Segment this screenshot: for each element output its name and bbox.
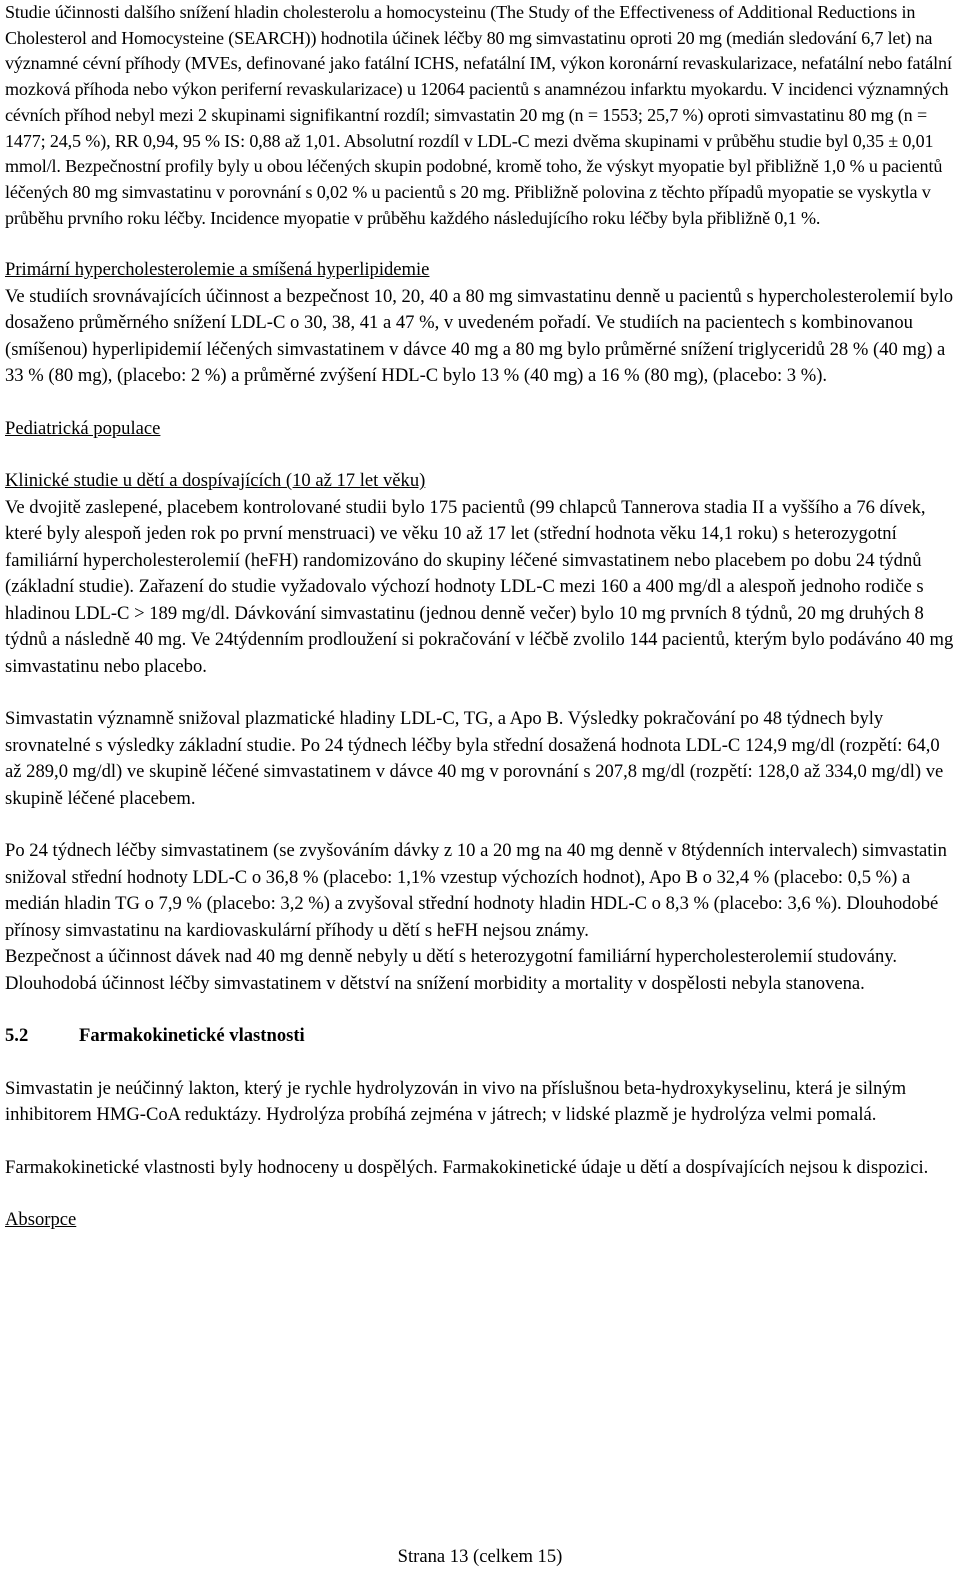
clinical-studies-heading: Klinické studie u dětí a dospívajících (10 až 17 let věku)	[5, 470, 426, 492]
clinical-studies-paragraph: Ve dvojitě zaslepené, placebem kontrolované studii bylo 175 pacientů (99 chlapců Tannerova stadia II a vyššího a 76 dívek, které byly alespoň jeden rok po první menstruaci) ve věku 10 až 17 let (střední hodnota věku 14,1 roku) s heterozygotní familiární hypercholesterolemií (heFH) randomizováno do skupiny léčené simvastatinem nebo placebem po dobu 24 týdnů (základní studie). Zařazení do studie vyžadovalo výchozí hodnoty LDL-C mezi 160 a 400 mg/dl a alespoň jednoho rodiče s hladinou LDL-C > 189 mg/dl. Dávkování simvastatinu (jednou denně večer) bylo 10 mg prvních 8 týdnů, 20 mg druhých 8 týdnů a následně 40 mg. Ve 24týdenním prodloužení si pokračování v léčbě zvolilo 144 pacientů, kterým bylo podáváno 40 mg simvastatinu nebo placebo.	[5, 496, 954, 677]
search-study-paragraph: Studie účinnosti dalšího snížení hladin cholesterolu a homocysteinu (The Study of the Effectiveness of Additional Reductions in Cholesterol and Homocysteine (SEARCH)) hodnotila účinek léčby 80 mg simvastatinu oproti 20 mg (medián sledování 6,7 let) na významné cévní příhody (MVEs, definované jako fatální ICHS, nefatální IM, výkon koronární revaskularizace, nefatální nebo fatální mozková příhoda nebo výkon periferní revaskularizace) u 12064 pacientů s anamnézou infarktu myokardu. V incidenci významných cévních příhod nebyl mezi 2 skupinami signifikantní rozdíl; simvastatin 20 mg (n = 1553; 25,7 %) oproti simvastatinu 80 mg (n = 1477; 24,5 %), RR 0,94, 95 % IS: 0,88 až 1,01. Absolutní rozdíl v LDL-C mezi dvěma skupinami v průběhu studie byl 0,35 ± 0,01 mmol/l. Bezpečnostní profily byly u obou léčených skupin podobné, kromě toho, že výskyt myopatie byl přibližně 1,0 % u pacientů léčených 80 mg simvastatinu v porovnání s 0,02 % u pacientů s 20 mg. Přibližně polovina z těchto případů myopatie se vyskytla v průběhu prvního roku léčby. Incidence myopatie v průběhu každého následujícího roku léčby byla přibližně 0,1 %.	[5, 2, 952, 228]
pharmacokinetics-paragraph-1: Simvastatin je neúčinný lakton, který je rychle hydrolyzován in vivo na příslušnou beta-hydroxykyselinu, která je silným inhibitorem HMG-CoA reduktázy. Hydrolýza probíhá zejména v játrech; v lidské plazmě je hydrolýza velmi pomalá.	[5, 1077, 907, 1126]
section-title: Farmakokinetické vlastnosti	[79, 1025, 305, 1047]
absorption-heading: Absorpce	[5, 1209, 77, 1231]
hypercholesterolemia-heading: Primární hypercholesterolemie a smíšená hyperlipidemie	[5, 259, 430, 281]
results-paragraph-3: Bezpečnost a účinnost dávek nad 40 mg denně nebyly u dětí s heterozygotní familiární hypercholesterolemií studovány. Dlouhodobá účinnost léčby simvastatinem v dětství na snížení morbidity a mortality v dospělosti nebyla stanovena.	[5, 946, 898, 994]
spacer	[5, 390, 955, 416]
results-paragraph-1: Simvastatin významně snižoval plazmatické hladiny LDL-C, TG, a Apo B. Výsledky pokračování po 48 týdnech byly srovnatelné s výsledky základní studie. Po 24 týdnech léčby byla střední dosažená hodnota LDL-C 124,9 mg/dl (rozpětí: 64,0 až 289,0 mg/dl) ve skupině léčené simvastatinem v dávce 40 mg v porovnání s 207,8 mg/dl (rozpětí: 128,0 až 334,0 mg/dl) ve skupině léčené placebem.	[5, 708, 944, 809]
spacer	[5, 231, 955, 257]
spacer	[5, 1050, 955, 1076]
document-page	[5, 0, 955, 1234]
spacer	[5, 1129, 955, 1155]
spacer	[5, 997, 955, 1023]
spacer	[5, 812, 955, 838]
results-paragraph-2: Po 24 týdnech léčby simvastatinem (se zvyšováním dávky z 10 a 20 mg na 40 mg denně v 8týdenních intervalech) simvastatin snižoval střední hodnoty LDL-C o 36,8 % (placebo: 1,1% vzestup výchozích hodnot), Apo B o 32,4 % (placebo: 0,5 %) a medián hladin TG o 7,9 % (placebo: 3,2 %) a zvyšoval střední hodnoty hladin HDL-C o 8,3 % (placebo: 3,6 %). Dlouhodobé přínosy simvastatinu na kardiovaskulární příhody u dětí s heFH nejsou známy.	[5, 840, 947, 941]
spacer	[5, 1181, 955, 1207]
pediatric-heading: Pediatrická populace	[5, 417, 161, 439]
section-heading	[5, 1023, 955, 1050]
spacer	[5, 442, 955, 468]
hypercholesterolemia-paragraph: Ve studiích srovnávajících účinnost a bezpečnost 10, 20, 40 a 80 mg simvastatinu denně u pacientů s hypercholesterolemií bylo dosaženo průměrného snížení LDL-C o 30, 38, 41 a 47 %, v uvedeném pořadí. Ve studiích na pacientech s kombinovanou (smíšenou) hyperlipidemií léčených simvastatinem v dávce 40 mg a 80 mg bylo průměrné snížení triglyceridů 28 % (40 mg) a 33 % (80 mg), (placebo: 2 %) a průměrné zvýšení HDL-C bylo 13 % (40 mg) a 16 % (80 mg), (placebo: 3 %).	[5, 285, 954, 387]
section-number: 5.2	[5, 1025, 29, 1047]
spacer	[5, 680, 955, 706]
page-footer: Strana 13 (celkem 15)	[397, 1546, 563, 1567]
pharmacokinetics-paragraph-2: Farmakokinetické vlastnosti byly hodnoceny u dospělých. Farmakokinetické údaje u dětí a dospívajících nejsou k dispozici.	[5, 1156, 929, 1178]
